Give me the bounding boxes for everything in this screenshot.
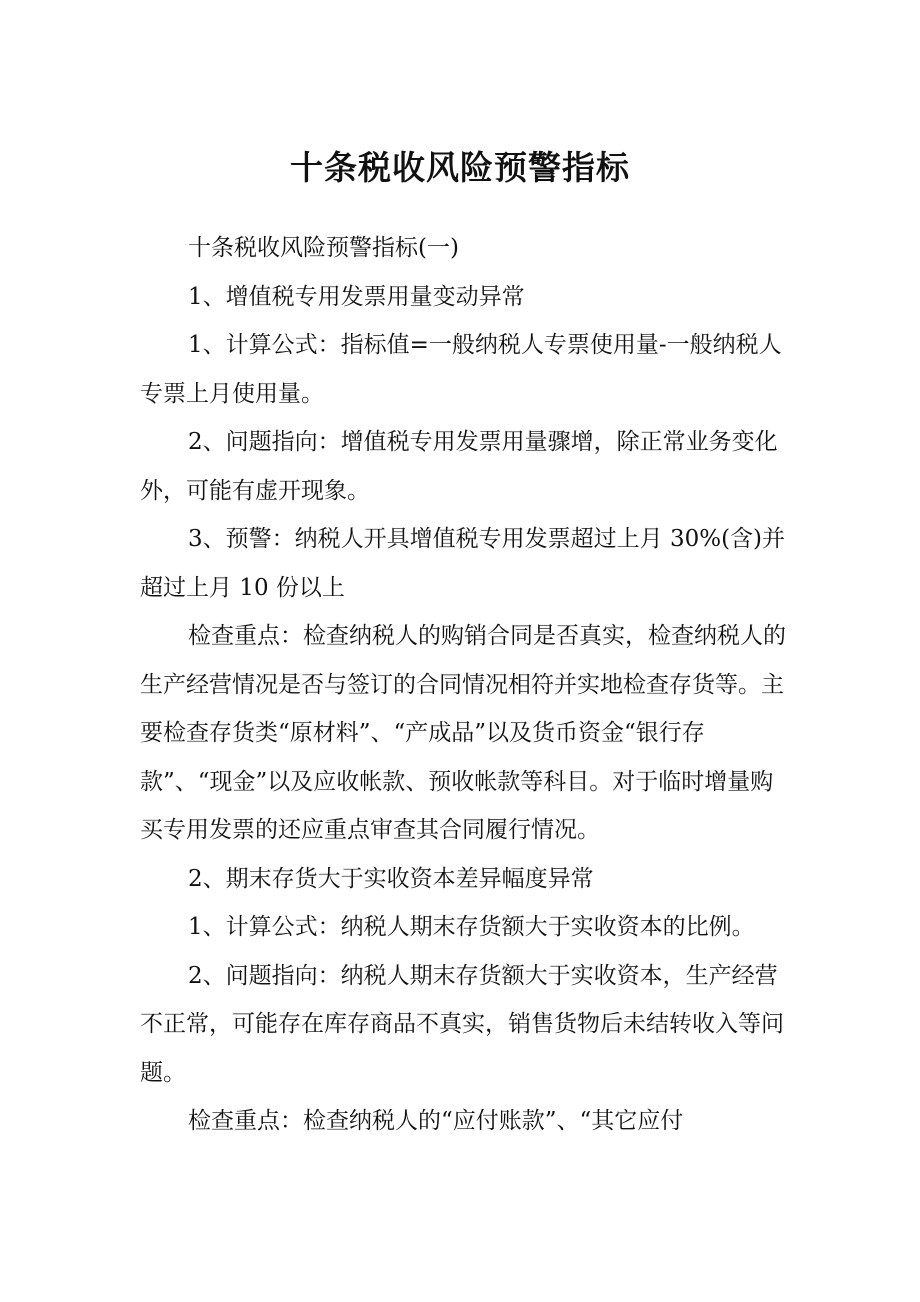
document-body (140, 224, 790, 1146)
paragraph-formula-1: 1、计算公式：指标值=一般纳税人专票使用量-一般纳税人专票上月使用量。 (140, 332, 782, 407)
document-title: 十条税收风险预警指标 (290, 148, 630, 187)
paragraph-issue-1: 2、问题指向：增值税专用发票用量骤增，除正常业务变化外，可能有虚开现象。 (140, 429, 778, 504)
paragraph-heading-1: 十条税收风险预警指标(一) (188, 235, 459, 261)
paragraph-check-2: 检查重点：检查纳税人的“应付账款”、“其它应付 (188, 1108, 684, 1134)
paragraph-check-1: 检查重点：检查纳税人的购销合同是否真实，检查纳税人的生产经营情况是否与签订的合同情况相符并实地检查存货等。主要检查存货类“原材料”、“产成品”以及货币资金“银行存款”、“现金”以及应收帐款、预收帐款等科目。对于临时增量购买专用发票的还应重点审查其合同履行情况。 (140, 623, 786, 843)
paragraph-warning-1: 3、预警：纳税人开具增值税专用发票超过上月 30%(含)并超过上月 10 份以上 (140, 526, 786, 601)
paragraph-indicator-1: 1、增值税专用发票用量变动异常 (188, 283, 525, 310)
paragraph-issue-2: 2、问题指向：纳税人期末存货额大于实收资本，生产经营不正常，可能存在库存商品不真实，销售货物后未结转收入等问题。 (140, 962, 784, 1086)
paragraph-formula-2: 1、计算公式：纳税人期末存货额大于实收资本的比例。 (188, 914, 755, 940)
paragraph-indicator-2: 2、期末存货大于实收资本差异幅度异常 (188, 865, 594, 892)
